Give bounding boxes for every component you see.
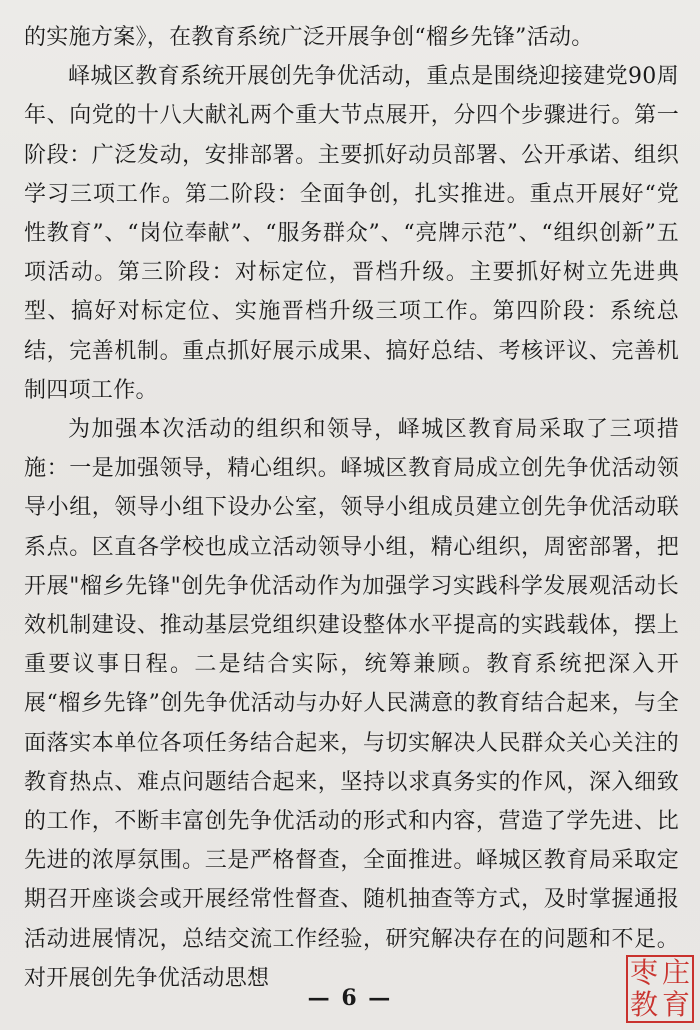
seal-char-1: 枣 [629, 956, 658, 989]
seal-char-3: 教 [629, 988, 658, 1021]
paragraph-3: 为加强本次活动的组织和领导，峄城区教育局采取了三项措施：一是加强领导，精心组织。峄城区教育局成立创先争优活动领导小组，领导小组下设办公室，领导小组成员建立创先争优活动联系点。区直各学校也成立活动领导小组，精心组织，周密部署，把开展"榴乡先锋"创先争优活动作为加强学习实践科学发展观活动长效机制建设、推动基层党组织建设整体水平提高的实践载体，摆上重要议事日程。二是结合实际，统筹兼顾。教育系统把深入开展“榴乡先锋”创先争优活动与办好人民满意的教育结合起来，与全面落实本单位各项任务结合起来，与切实解决人民群众关心关注的教育热点、难点问题结合起来，坚持以求真务实的作风，深入细致的工作，不断丰富创先争优活动的形式和内容，营造了学先进、比先进的浓厚氛围。三是严格督查，全面推进。峄城区教育局采取定期召开座谈会或开展经常性督查、随机抽查等方式，及时掌握通报活动进展情况，总结交流工作经验，研究解决存在的问题和不足。对开展创先争优活动思想 [24, 417, 679, 991]
zaozhuang-education-seal [626, 955, 694, 1023]
paragraph-1: 的实施方案》，在教育系统广泛开展争创“榴乡先锋”活动。 [24, 25, 594, 50]
page-number: — 6 — [307, 985, 393, 1011]
paragraph-2: 峄城区教育系统开展创先争优活动，重点是围绕迎接建党90周年、向党的十八大献礼两个重大节点展开，分四个步骤进行。第一阶段：广泛发动，安排部署。主要抓好动员部署、公开承诺、组织学习三项工作。第二阶段：全面争创，扎实推进。重点开展好“党性教育”、“岗位奉献”、“服务群众”、“亮牌示范”、“组织创新”五项活动。第三阶段：对标定位，晋档升级。主要抓好树立先进典型、搞好对标定位、实施晋档升级三项工作。第四阶段：系统总结，完善机制。重点抓好展示成果、搞好总结、考核评议、完善机制四项工作。 [24, 64, 679, 403]
seal-char-4: 育 [661, 988, 690, 1021]
body-text [24, 18, 679, 998]
seal-char-2: 庄 [661, 956, 690, 989]
